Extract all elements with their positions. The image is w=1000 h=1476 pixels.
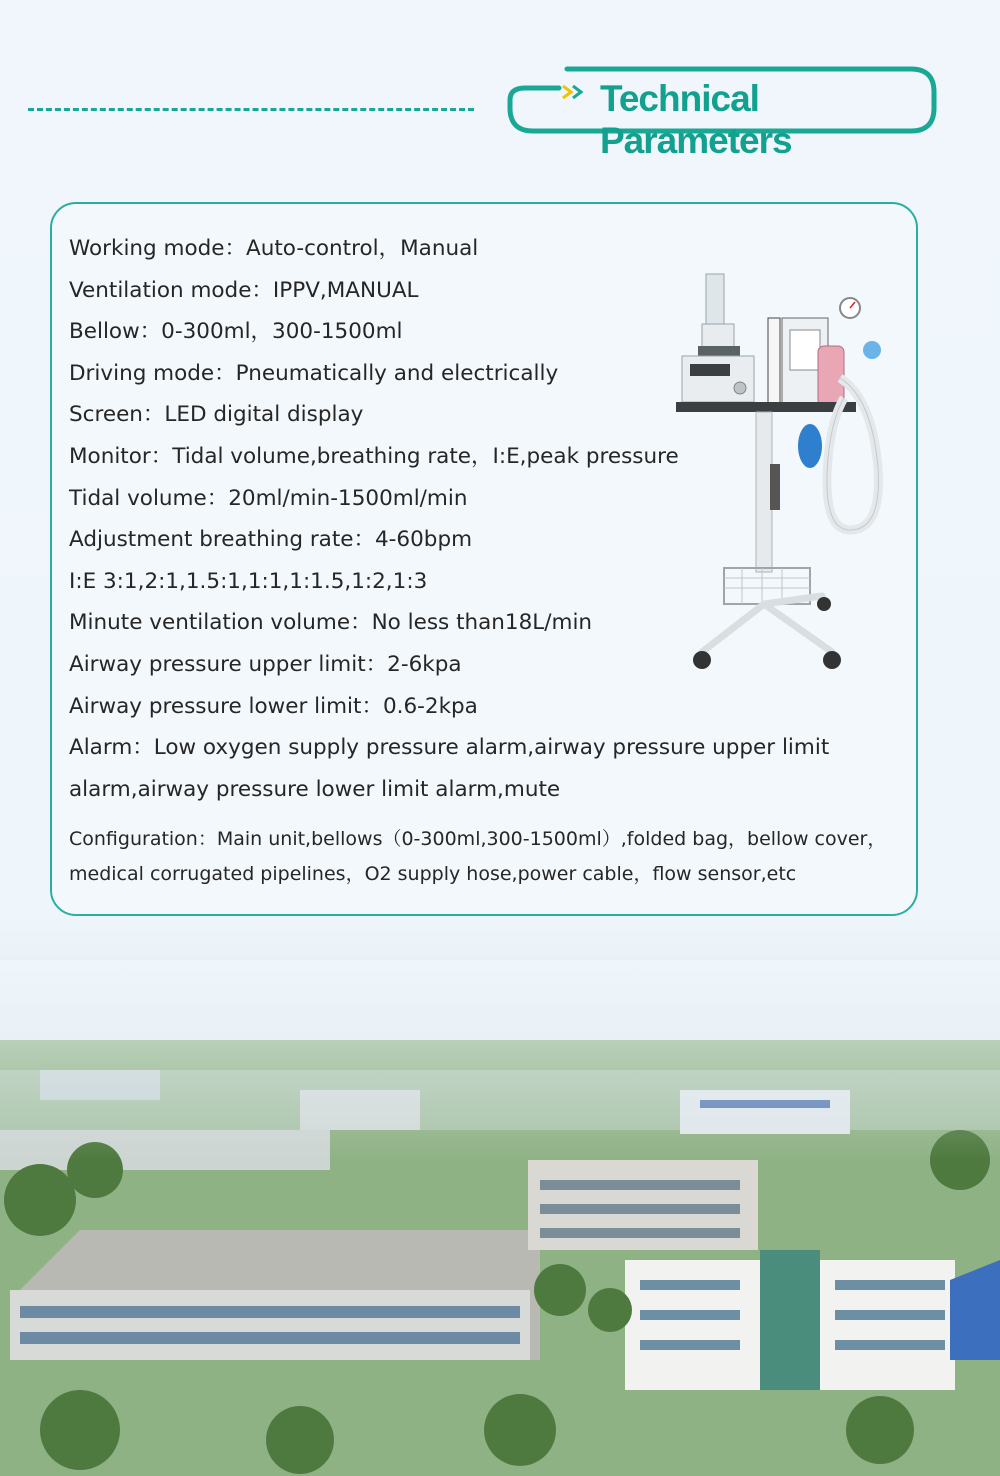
param-monitor: Monitor：Tidal volume,breathing rate，I:E,peak pressure <box>69 443 679 469</box>
param-tidal-volume: Tidal volume：20ml/min-1500ml/min <box>69 485 468 511</box>
param-working-mode: Working mode：Auto-control，Manual <box>69 236 479 261</box>
page-title: Technical Parameters <box>600 78 792 161</box>
factory-banner-image <box>0 960 1000 1476</box>
param-ie-ratio: I:E 3:1,2:1,1.5:1,1:1,1:1.5,1:2,1:3 <box>69 568 428 594</box>
param-ventilation-mode: Ventilation mode：IPPV,MANUAL <box>69 277 419 303</box>
param-alarm: Alarm：Low oxygen supply pressure alarm,airway pressure upper limit alarm,airway pressure lower limit alarm,mute <box>69 735 830 802</box>
header-dashed-line <box>28 108 474 111</box>
param-airway-lower: Airway pressure lower limit：0.6-2kpa <box>69 693 478 719</box>
param-minute-ventilation: Minute ventilation volume：No less than18L/min <box>69 610 593 636</box>
configuration-text: Configuration：Main unit,bellows（0-300ml,300-1500ml）,folded bag，bellow cover，medical corrugated pipelines，O2 supply hose,power cable，flow sensor,etc <box>69 828 887 885</box>
param-airway-upper: Airway pressure upper limit：2-6kpa <box>69 651 462 677</box>
param-driving-mode: Driving mode：Pneumatically and electrically <box>69 360 559 386</box>
param-screen: Screen：LED digital display <box>69 402 364 428</box>
double-chevron-icon <box>563 86 581 98</box>
param-breathing-rate: Adjustment breathing rate：4-60bpm <box>69 527 473 553</box>
product-image <box>672 268 892 688</box>
param-bellow: Bellow：0-300ml，300-1500ml <box>69 319 403 345</box>
